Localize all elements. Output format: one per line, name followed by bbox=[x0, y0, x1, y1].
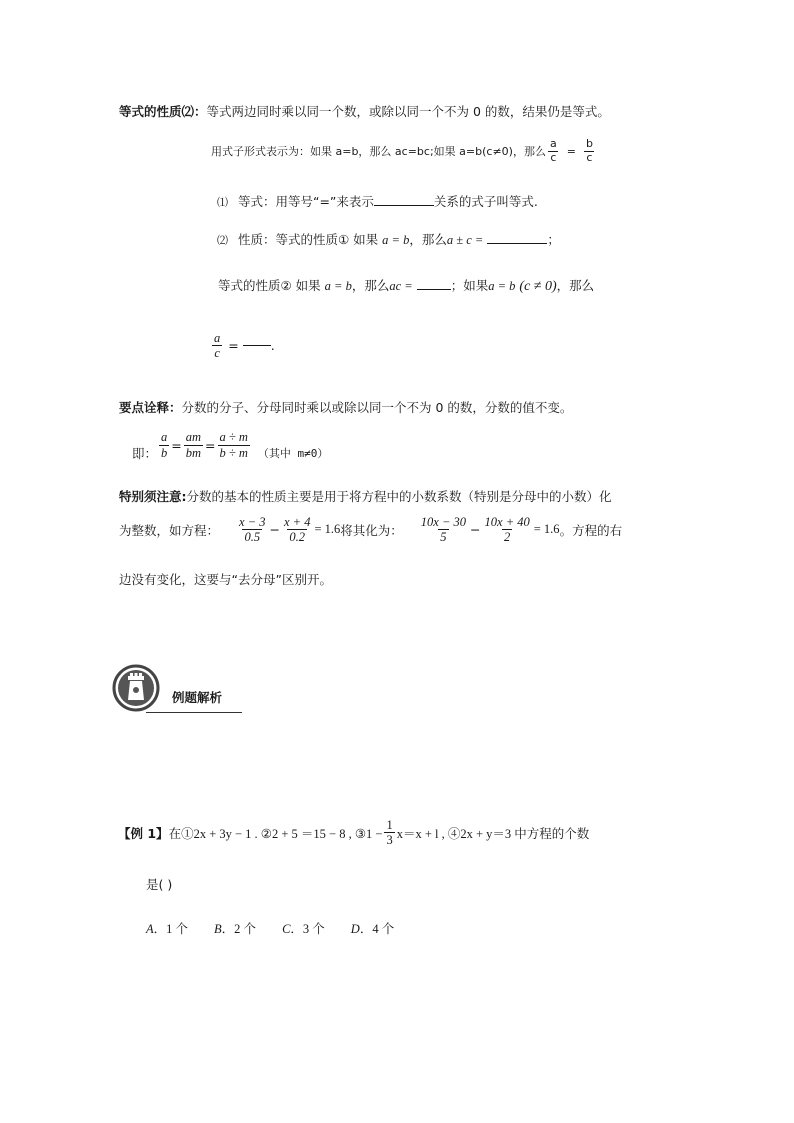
fraction-numerator: 10x + 40 bbox=[484, 515, 530, 529]
special-note-text: 边没有变化，这要与“去分母”区别开。 bbox=[119, 572, 332, 587]
key-point-label: 要点诠释： bbox=[119, 400, 182, 415]
fraction-numerator: a bbox=[549, 137, 557, 150]
choice-text: ．2 个 bbox=[221, 922, 257, 936]
choice-letter: B bbox=[214, 922, 222, 936]
fraction-denominator: b ÷ m bbox=[219, 445, 248, 460]
item-text: ，那么 bbox=[351, 278, 390, 293]
fill-blank bbox=[417, 289, 451, 290]
fraction-denominator: 0.5 bbox=[244, 530, 261, 545]
special-note-line-2 bbox=[119, 515, 622, 545]
item-3-fraction-line bbox=[210, 331, 275, 361]
choice-a[interactable] bbox=[146, 919, 188, 937]
fraction-numerator: am bbox=[185, 430, 202, 445]
fraction-a-over-b bbox=[159, 430, 169, 460]
fraction-x-plus-4 bbox=[282, 515, 312, 545]
item-text: 等式的性质② 如果 bbox=[218, 278, 321, 293]
fill-blank bbox=[243, 345, 271, 346]
math-a-pm-c: a ± c = bbox=[446, 233, 484, 247]
choice-letter: A bbox=[146, 922, 154, 936]
special-note-line-1 bbox=[119, 487, 612, 505]
item-text: 等式：用等号“=”来表示 bbox=[237, 194, 374, 209]
special-note-label: 特别须注意: bbox=[119, 489, 187, 504]
choice-text: ．4 个 bbox=[359, 922, 395, 936]
fraction-denominator: c bbox=[586, 150, 593, 164]
fill-blank bbox=[487, 243, 547, 244]
choice-d[interactable] bbox=[351, 919, 394, 937]
choice-text: ．3 个 bbox=[290, 922, 325, 936]
item-text: ；如果 bbox=[450, 278, 489, 293]
choice-b[interactable] bbox=[214, 919, 256, 937]
fraction-denominator: bm bbox=[185, 445, 202, 460]
equals: = bbox=[205, 437, 216, 453]
fraction-10x-plus-40 bbox=[483, 515, 532, 545]
math-a-eq-b-2: a = b bbox=[488, 279, 516, 293]
example-1-question bbox=[118, 818, 589, 848]
item-text: 性质：等式的性质① 如果 bbox=[237, 232, 379, 247]
definition-item-2 bbox=[217, 230, 560, 248]
fraction-one-third bbox=[384, 818, 394, 848]
equation-rhs: = 1.6 bbox=[314, 522, 341, 537]
definition-item-1 bbox=[217, 192, 538, 210]
section-underline bbox=[146, 712, 242, 713]
choice-text: ．1 个 bbox=[153, 922, 189, 936]
equals: = bbox=[171, 437, 182, 453]
period: . bbox=[270, 338, 275, 354]
example-text: 在①2x + 3y − 1 . ②2 + 5 ＝15 − 8 , ③1 − bbox=[168, 826, 383, 841]
example-text: x＝x + l , ④2x + y＝3 中方程的个数 bbox=[396, 826, 590, 841]
formula-prefix: 即： bbox=[132, 446, 158, 461]
fraction-numerator: a bbox=[161, 430, 168, 445]
item-text-end: 关系的式子叫等式. bbox=[433, 194, 538, 209]
math-a-eq-b: a = b bbox=[324, 279, 352, 293]
fraction-denominator: b bbox=[161, 445, 168, 460]
example-1-line-2 bbox=[146, 875, 172, 893]
fraction-denominator: 3 bbox=[386, 833, 393, 848]
fraction-numerator: x − 3 bbox=[239, 515, 266, 529]
formula-equals: = bbox=[566, 144, 576, 158]
equation-rhs: = 1.6 bbox=[533, 522, 560, 537]
fraction-denominator: 5 bbox=[440, 530, 447, 545]
key-point-text: 分数的分子、分母同时乘以或除以同一个不为 0 的数，分数的值不变。 bbox=[181, 400, 573, 415]
lighthouse-badge-icon bbox=[112, 664, 162, 714]
fraction-denominator: c bbox=[550, 150, 557, 164]
property-2-label: 等式的性质⑵： bbox=[119, 104, 207, 119]
fraction-numerator: a bbox=[214, 331, 221, 345]
math-ac: ac = bbox=[389, 279, 413, 293]
fraction-denominator: c bbox=[214, 346, 220, 361]
choice-list bbox=[146, 919, 394, 937]
special-note-text: 将其化为： bbox=[340, 522, 403, 538]
choice-c[interactable] bbox=[282, 919, 325, 937]
math-c-neq-0: (c ≠ 0) bbox=[519, 279, 557, 294]
fraction-10x-minus-30 bbox=[419, 515, 468, 545]
example-text: 是( ) bbox=[146, 877, 173, 892]
minus-sign: − bbox=[269, 522, 280, 538]
fraction-numerator: x + 4 bbox=[283, 515, 311, 529]
item-marker: ⑵ bbox=[217, 234, 228, 247]
fraction-a-over-c bbox=[212, 331, 222, 361]
fraction-numerator: a ÷ m bbox=[219, 430, 248, 445]
fraction-numerator: b bbox=[585, 137, 593, 150]
special-note-text: 为整数，如方程： bbox=[119, 522, 220, 538]
definition-item-3 bbox=[218, 276, 594, 295]
property-2-text: 等式两边同时乘以同一个数，或除以同一个不为 0 的数，结果仍是等式。 bbox=[206, 104, 610, 119]
item-marker: ⑴ bbox=[217, 196, 228, 209]
choice-letter: D bbox=[350, 922, 360, 936]
fraction-am-over-bm bbox=[184, 430, 203, 460]
key-formula bbox=[132, 428, 328, 462]
formula-text: 用式子形式表示为：如果 a=b，那么 ac=bc;如果 a=b(c≠0)，那么 bbox=[211, 145, 546, 159]
fraction-x-minus-3 bbox=[237, 515, 267, 545]
fraction-numerator: 1 bbox=[386, 818, 393, 832]
item-text: ，那么 bbox=[409, 232, 447, 247]
fill-blank bbox=[374, 205, 434, 206]
fraction-denominator: 2 bbox=[504, 530, 511, 545]
special-note-line-3 bbox=[119, 570, 332, 588]
fraction-numerator: 10x − 30 bbox=[420, 515, 467, 529]
section-title: 例题解析 bbox=[172, 690, 223, 705]
property-2-formula bbox=[211, 138, 597, 164]
formula-fraction-b-c bbox=[584, 138, 595, 164]
formula-fraction-a-c bbox=[548, 138, 559, 164]
fraction-denominator: 0.2 bbox=[289, 530, 306, 545]
example-label: 【例 1】 bbox=[118, 825, 169, 841]
choice-letter: C bbox=[282, 922, 291, 936]
item-text: ，那么 bbox=[556, 278, 595, 293]
key-point-paragraph bbox=[119, 398, 572, 416]
formula-note: （其中 m≠0） bbox=[257, 447, 329, 460]
minus-sign: − bbox=[470, 522, 481, 538]
property-2-paragraph bbox=[119, 102, 610, 120]
special-note-text: 分数的基本的性质主要是用于将方程中的小数系数（特别是分母中的小数）化 bbox=[186, 489, 612, 504]
special-note-text: 。方程的右 bbox=[559, 522, 623, 538]
math-a-eq-b: a = b bbox=[382, 233, 410, 247]
fraction-divide-m bbox=[218, 430, 250, 460]
item-text: ； bbox=[547, 232, 560, 247]
equals: = bbox=[228, 338, 239, 354]
